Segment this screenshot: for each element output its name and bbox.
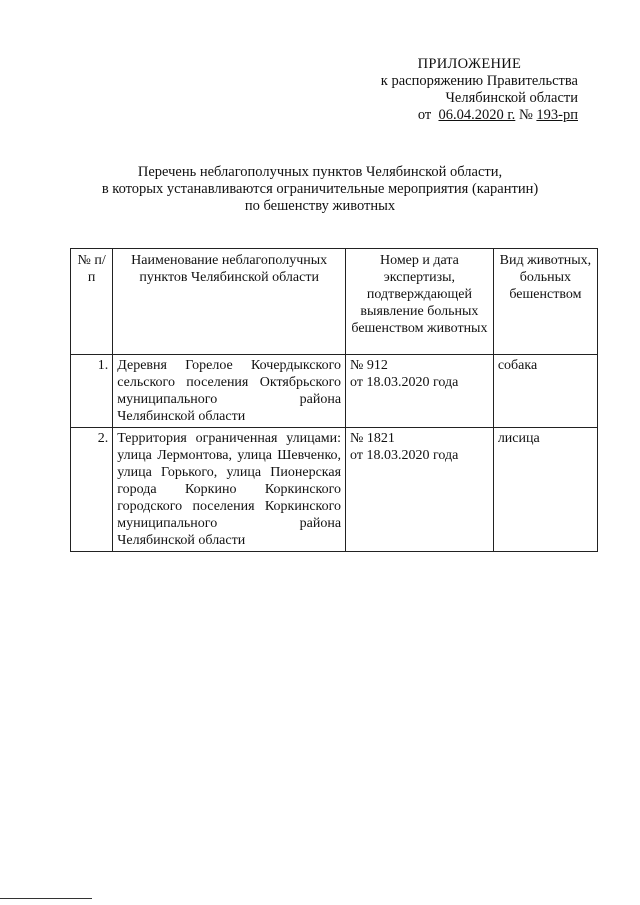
row-num: 2. <box>71 428 113 552</box>
appendix-date-line <box>381 107 578 124</box>
row-name: Территория ограниченная улицами: улица Лермонтова, улица Шевченко, улица Горького, улица Пионерская города Коркино Коркинского городского поселения Коркинского муниципального района Челябинской области <box>113 428 346 552</box>
header-name: Наименование неблагополучных пунктов Челябинской области <box>113 249 346 355</box>
points-table <box>70 248 598 552</box>
appendix-line-2: Челябинской области <box>445 90 578 106</box>
appendix-number: 193-рп <box>536 107 578 123</box>
heading-line-2: в которых устанавливаются ограничительные мероприятия (карантин) <box>101 181 539 197</box>
row-name: Деревня Горелое Кочердыкского сельского поселения Октябрьского муниципального района Челябинской области <box>113 355 346 428</box>
appendix-from: от <box>417 107 432 123</box>
row-expertise <box>346 355 494 428</box>
row-species: собака <box>493 355 597 428</box>
header-expertise: Номер и дата экспертизы, подтверждающей выявление больных бешенством животных <box>346 249 494 355</box>
heading-line-1: Перечень неблагополучных пунктов Челябинской области, <box>137 164 503 180</box>
scan-edge-line <box>0 898 92 899</box>
row-num: 1. <box>71 355 113 428</box>
expertise-date: от 18.03.2020 года <box>350 448 459 463</box>
document-heading <box>0 164 640 215</box>
appendix-line-1: к распоряжению Правительства <box>380 73 578 89</box>
row-expertise <box>346 428 494 552</box>
header-species: Вид животных, больных бешенством <box>493 249 597 355</box>
table-row <box>71 355 598 428</box>
appendix-number-prefix: № <box>518 107 533 123</box>
appendix-date: 06.04.2020 г. <box>438 107 516 123</box>
table-header-row <box>71 249 598 355</box>
heading-line-3: по бешенству животных <box>244 198 396 214</box>
header-num: № п/п <box>71 249 113 355</box>
expertise-number: № 1821 <box>350 431 395 446</box>
expertise-number: № 912 <box>350 358 388 373</box>
appendix-block <box>381 56 578 124</box>
appendix-title: ПРИЛОЖЕНИЕ <box>417 56 522 72</box>
expertise-date: от 18.03.2020 года <box>350 375 459 390</box>
row-species: лисица <box>493 428 597 552</box>
table-row <box>71 428 598 552</box>
